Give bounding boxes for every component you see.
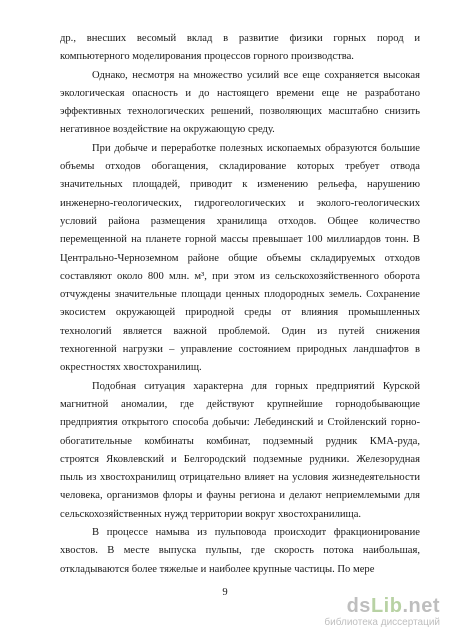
text-line: объемы отходов обогащения, складирование которых требует отвода	[60, 161, 420, 173]
watermark-brand	[347, 595, 440, 618]
paragraph	[60, 378, 420, 524]
paragraph	[60, 30, 420, 67]
paragraph	[60, 524, 420, 579]
text-line: окрестностях хвостохранилищ.	[60, 362, 202, 374]
paragraph	[60, 140, 420, 378]
text-line: негативное воздействие на окружающую среду.	[60, 124, 275, 136]
text-line: хвостов. В месте выпуска пульпы, где скорость потока наибольшая,	[60, 545, 420, 557]
text-line: обогатительные комбинаты комбинат, подземный рудник КМА-руда,	[60, 435, 420, 447]
document-body	[60, 30, 420, 579]
text-line: техногенной нагрузки – управление состоянием природных ландшафтов в	[60, 344, 420, 356]
text-line: эффективных технологических решений, позволяющих масштабно снизить	[60, 106, 420, 118]
text-line: составляют около 800 млн. м³, при этом из сельскохозяйственного оборота	[60, 270, 420, 282]
paragraph	[60, 67, 420, 140]
text-line: др., внесших весомый вклад в развитие физики горных пород и	[60, 33, 420, 44]
text-line: компьютерного моделирования процессов горного производства.	[60, 51, 354, 63]
watermark-subtitle: библиотека диссертаций	[324, 617, 440, 628]
text-line: экологическая опасность и до настоящего времени еще не разработано	[60, 87, 420, 99]
text-line: При добыче и переработке полезных ископаемых образуются большие	[92, 142, 420, 154]
text-line: условий района размещения хранилища отходов. Общее количество	[60, 215, 420, 227]
text-line: перемещенной на планете горной массы превышает 100 миллиардов тонн. В	[60, 234, 420, 246]
text-line: инженерно-геологических, гидрогеологических и эколого-геологических	[60, 197, 420, 209]
text-line: пыль из хвостохранилищ отрицательно влияет на условия жизнедеятельности	[60, 472, 420, 484]
text-line: Подобная ситуация характерна для горных предприятий Курской	[92, 380, 420, 392]
text-line: экосистем окружающей природной среды от влияния промышленных	[60, 307, 420, 319]
text-line: предприятия открытого способа добычи: Лебединский и Стойленский горно-	[60, 417, 420, 429]
text-line: строятся Яковлевский и Белгородский подземные рудники. Железорудная	[60, 453, 420, 465]
text-line: магнитной аномалии, где действуют крупнейшие горнодобывающие	[60, 398, 420, 410]
watermark-prefix: ds	[346, 595, 371, 617]
watermark-lib: Lib	[370, 595, 403, 617]
watermark-suffix: .net	[402, 595, 440, 617]
text-line: сельскохозяйственных нужд территории вокруг хвостохранилища.	[60, 508, 362, 520]
text-line: В процессе намыва из пульповода происходит фракционирование	[92, 527, 420, 539]
text-line: откладываются более тяжелые и наиболее крупные частицы. По мере	[60, 563, 375, 575]
text-line: отчуждены значительные площади ценных плодородных земель. Сохранение	[60, 289, 420, 301]
text-line: значительных площадей, приводит к изменению рельефа, нарушению	[60, 179, 420, 191]
text-line: человека, организмов флоры и фауны региона и делают неприемлемыми для	[60, 490, 420, 502]
page-number: 9	[222, 587, 228, 598]
text-line: Однако, несмотря на множество усилий все еще сохраняется высокая	[92, 69, 420, 81]
text-line: Центрально-Черноземном районе общие объемы складируемых отходов	[60, 252, 420, 264]
watermark-logo	[280, 595, 440, 631]
text-line: технологий является важной проблемой. Один из путей снижения	[60, 325, 420, 337]
